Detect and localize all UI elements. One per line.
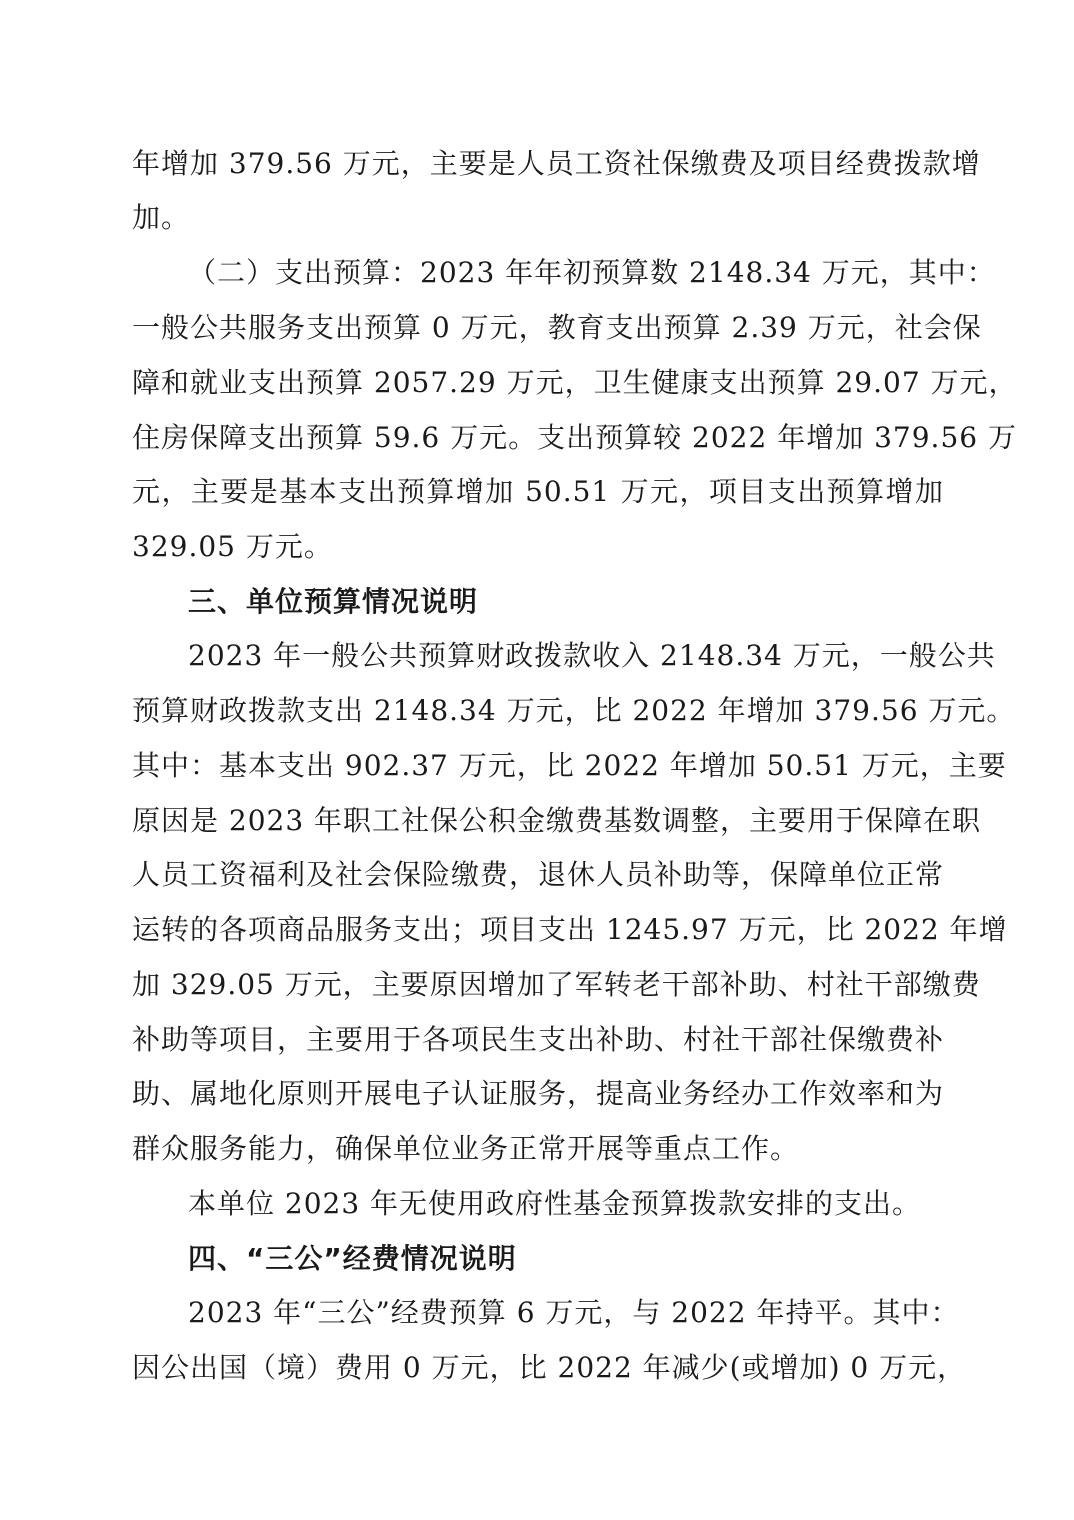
paragraph-line: 一般公共服务支出预算 0 万元，教育支出预算 2.39 万元，社会保 xyxy=(132,311,982,344)
paragraph-line: 本单位 2023 年无使用政府性基金预算拨款安排的支出。 xyxy=(188,1187,922,1220)
paragraph-line: 2023 年“三公”经费预算 6 万元，与 2022 年持平。其中： xyxy=(188,1296,960,1329)
paragraph-line: 2023 年一般公共预算财政拨款收入 2148.34 万元，一般公共 xyxy=(188,639,996,672)
paragraph-line: 原因是 2023 年职工社保公积金缴费基数调整，主要用于保障在职 xyxy=(132,804,982,837)
paragraph-line: 群众服务能力，确保单位业务正常开展等重点工作。 xyxy=(132,1132,800,1165)
paragraph-line: （二）支出预算：2023 年年初预算数 2148.34 万元，其中： xyxy=(188,256,996,289)
paragraph-line: 元，主要是基本支出预算增加 50.51 万元，项目支出预算增加 xyxy=(132,475,944,508)
paragraph-line: 住房保障支出预算 59.6 万元。支出预算较 2022 年增加 379.56 万 xyxy=(132,421,1017,454)
paragraph-line: 329.05 万元。 xyxy=(132,530,333,563)
paragraph-line: 加。 xyxy=(132,201,191,234)
paragraph-line: 年增加 379.56 万元，主要是人员工资社保缴费及项目经费拨款增 xyxy=(132,147,981,180)
paragraph-line: 其中：基本支出 902.37 万元，比 2022 年增加 50.51 万元，主要 xyxy=(132,749,1007,782)
paragraph-line: 预算财政拨款支出 2148.34 万元，比 2022 年增加 379.56 万元。 xyxy=(132,694,1016,727)
paragraph-line: 助、属地化原则开展电子认证服务，提高业务经办工作效率和为 xyxy=(132,1077,945,1110)
section-heading: 三、单位预算情况说明 xyxy=(188,585,479,618)
paragraph-line: 加 329.05 万元，主要原因增加了军转老干部补助、村社干部缴费 xyxy=(132,968,981,1001)
paragraph-line: 障和就业支出预算 2057.29 万元，卫生健康支出预算 29.07 万元， xyxy=(132,366,1018,399)
paragraph-line: 人员工资福利及社会保险缴费，退休人员补助等，保障单位正常 xyxy=(132,858,945,891)
section-heading: 四、“三公”经费情况说明 xyxy=(188,1242,517,1275)
paragraph-line: 因公出国（境）费用 0 万元，比 2022 年减少(或增加) 0 万元， xyxy=(132,1351,967,1384)
paragraph-line: 补助等项目，主要用于各项民生支出补助、村社干部社保缴费补 xyxy=(132,1023,945,1056)
paragraph-line: 运转的各项商品服务支出；项目支出 1245.97 万元，比 2022 年增 xyxy=(132,913,1008,946)
